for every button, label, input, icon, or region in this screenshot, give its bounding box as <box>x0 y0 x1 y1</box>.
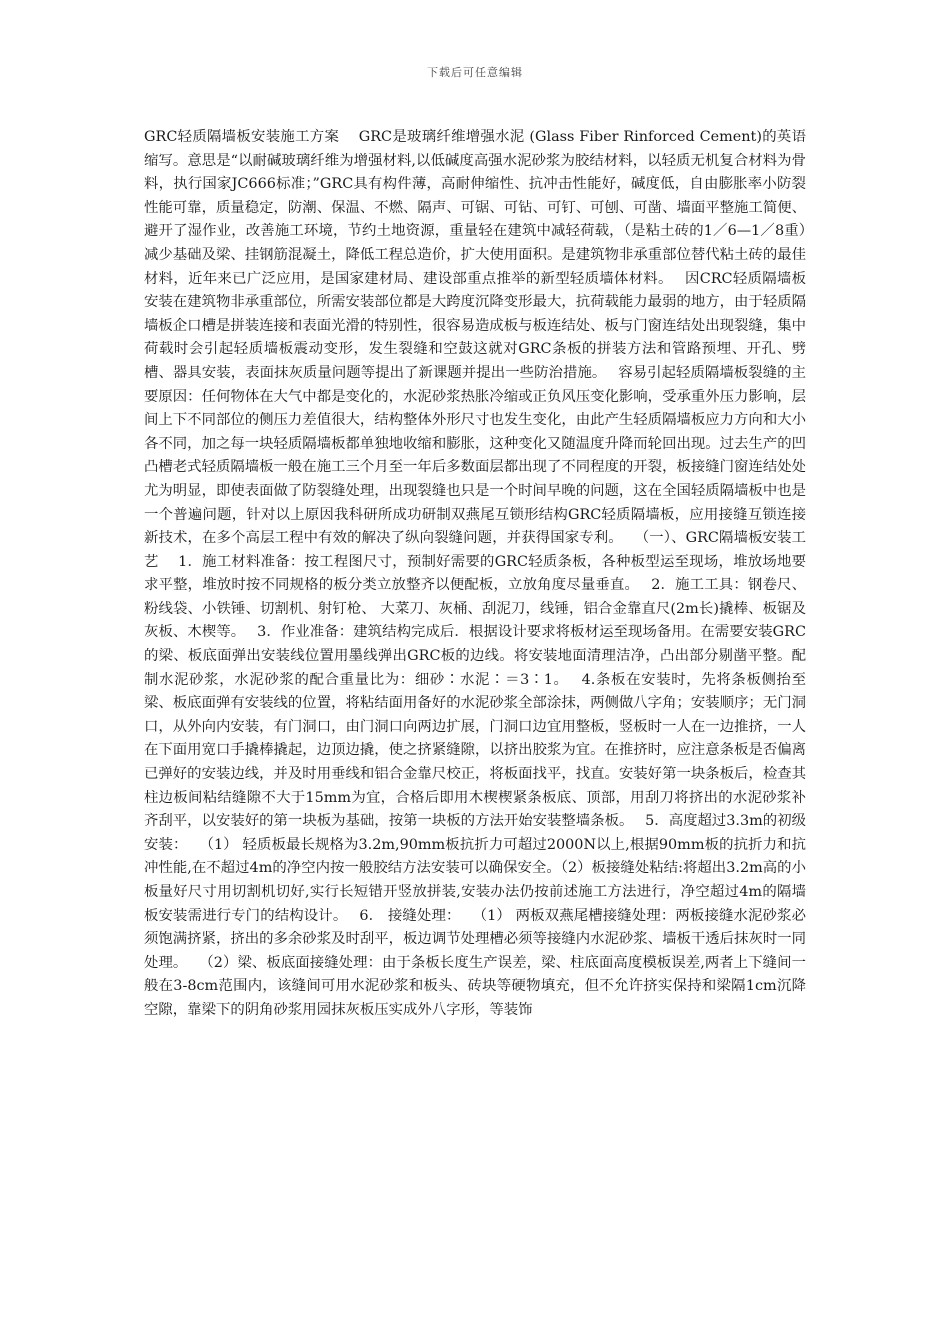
body-paragraph: GRC轻质隔墙板安装施工方案 GRC是玻璃纤维增强水泥 (Glass Fiber Rinforced Cement)的英语缩写。意思是“以耐碱玻璃纤维为增强材料,以低碱度高强水泥砂浆为胶结材料，以轻质无机复合材料为骨料，执行国家JC666标准；”GRC具有构件薄，高耐伸缩性、抗冲击性能好，碱度低，自由膨胀率小防裂性能可靠，质量稳定，防潮、保温、不燃、隔声、可锯、可钻、可钉、可刨、可凿、墙面平整施工简便、避开了湿作业，改善施工环境，节约土地资源，重量轻在建筑中减轻荷载，（是粘土砖的1／6—1／8重）减少基础及梁、挂钢筋混凝土，降低工程总造价，扩大使用面积。是建筑物非承重部位替代粘土砖的最佳材料，近年来已广泛应用，是国家建材局、建设部重点推举的新型轻质墙体材料。 因CRC轻质隔墙板安装在建筑物非承重部位，所需安装部位都是大跨度沉降变形最大，抗荷载能力最弱的地方，由于轻质隔墙板企口槽是拼装连接和表面光滑的特别性，很容易造成板与板连结处、板与门窗连结处出现裂缝，集中荷载时会引起轻质墙板震动变形，发生裂缝和空鼓这就对GRC条板的拼装方法和管路预埋、开孔、劈槽、器具安装，表面抹灰质量问题等提出了新课题并提出一些防治措施。 容易引起轻质隔墙板裂缝的主要原因：任何物体在大气中都是变化的，水泥砂浆热胀冷缩或正负风压变化影响，受承重外压力影响，层间上下不同部位的侧压力差值很大，结构整体外形尺寸也发生变化，由此产生轻质隔墙板应力方向和大小各不同，加之每一块轻质隔墙板都单独地收缩和膨胀，这种变化又随温度升降而轮回出现。过去生产的凹凸槽老式轻质隔墙板一般在施工三个月至一年后多数面层都出现了不同程度的开裂，板接缝门窗连结处处尤为明显，即使表面做了防裂缝处理，出现裂缝也只是一个时间早晚的问题，这在全国轻质隔墙板中也是一个普遍问题，针对以上原因我科研所成功研制双燕尾互锁形结构GRC轻质隔墙板，应用接缝互锁连接新技术，在多个高层工程中有效的解决了纵向裂缝问题，并获得国家专利。 （一）、GRC隔墙板安装工艺 1．施工材料准备：按工程图尺寸，预制好需要的GRC轻质条板，各种板型运至现场，堆放场地要求平整，堆放时按不同规格的板分类立放整齐以便配板，立放角度尽量垂直。 2．施工工具：钢卷尺、粉线袋、小铁锤、切割机、射钉枪、 大菜刀、灰桶、刮泥刀，线锤，铝合金靠直尺(2m长)撬棒、板锯及灰板、木楔等。 3．作业准备：建筑结构完成后．根据设计要求将板材运至现场备用。在需要安装GRC的梁、板底面弹出安装线位置用墨线弹出GRC板的边线。将安装地面清理洁净，凸出部分剔凿平整。配制水泥砂浆，水泥砂浆的配合重量比为：细砂∶水泥∶＝3∶1。 4.条板在安装时，先将条板侧抬至梁、板底面弹有安装线的位置，将粘结面用备好的水泥砂浆全部涂抹，两侧做八字角；安装顺序；无门洞口，从外向内安装，有门洞口，由门洞口向两边扩展，门洞口边宜用整板，竖板时一人在一边推挤，一人在下面用宽口手撬棒撬起，边顶边撬，使之挤紧缝隙，以挤出胶浆为宜。在推挤时，应注意条板是否偏离已弹好的安装边线，并及时用垂线和铝合金靠尺校正，将板面找平，找直。安装好第一块条板后，检查其 柱边板间粘结缝隙不大于15mm为宜，合格后即用木楔楔紧条板底、顶部，用刮刀将挤出的水泥砂浆补齐刮平，以安装好的第一块板为基础，按第一块板的方法开始安装整墙条板。 5．高度超过3.3m的初级安装： （1） 轻质板最长规格为3.2m,90mm板抗折力可超过2000N以上,根据90mm板的抗折力和抗冲性能,在不超过4m的净空内按一般胶结方法安装可以确保安全。（2）板接缝处粘结:将超出3.2m高的小板量好尺寸用切割机切好,实行长短错开竖放拼装,安装办法仍按前述施工方法进行，净空超过4m的隔墙板安装需进行专门的结构设计。 6． 接缝处理： （1） 两板双燕尾槽接缝处理：两板接缝水泥砂浆必须饱满挤紧，挤出的多余砂浆及时刮平，板边调节处理槽必须等接缝内水泥砂浆、墙板干透后抹灰时一同处理。 （2）梁、板底面接缝处理：由于条板长度生产误差，梁、柱底面高度模板误差,两者上下缝间一般在3-8cm范围内，该缝间可用水泥砂浆和板头、砖块等硬物填充，但不允许挤实保持和梁隔1cm沉降空隙，靠梁下的阴角砂浆用园抹灰板压实成外八字形，等装饰 <box>144 129 806 1018</box>
page-header: 下载后可任意编辑 <box>427 66 523 79</box>
document-body <box>144 126 806 1023</box>
